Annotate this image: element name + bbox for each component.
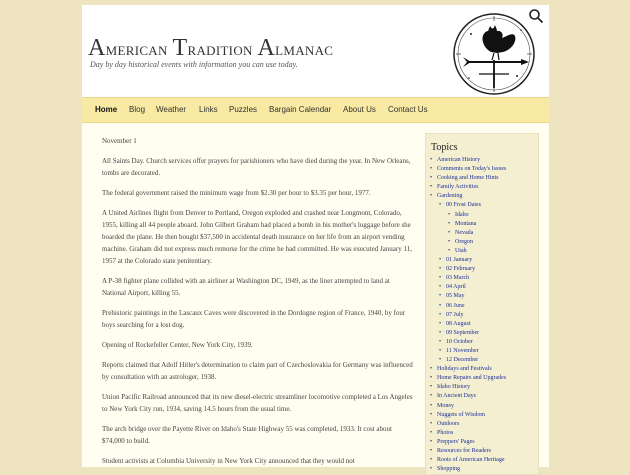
topic-link[interactable]: 04 April xyxy=(446,284,466,291)
article-paragraph: Prehistoric paintings in the Lascaux Caves were discovered in the Dordogne region of France, 1940, by four boys searching for a lost dog. xyxy=(102,309,406,329)
topic-item xyxy=(446,201,506,256)
topic-link[interactable]: Roots of American Heritage xyxy=(437,457,505,464)
topic-item xyxy=(437,465,506,474)
article-paragraph: Opening of Rockefeller Center, New York City, 1939. xyxy=(102,341,253,349)
nav-links[interactable]: Links xyxy=(199,105,218,114)
article-date: November 1 xyxy=(102,137,137,145)
topic-link[interactable]: In Ancient Days xyxy=(437,393,476,400)
topic-item xyxy=(455,211,506,220)
frost-states-sublist xyxy=(446,211,506,256)
topic-item xyxy=(446,283,506,292)
topic-link[interactable]: Cooking and Home Hints xyxy=(437,175,499,182)
nav-blog[interactable]: Blog xyxy=(129,105,146,114)
topic-link[interactable]: 00 Frost Dates xyxy=(446,202,481,209)
weathervane-rooster-logo xyxy=(449,12,539,95)
topic-item xyxy=(446,356,506,365)
article-paragraph: Student activists at Columbia University in New York City announced that they would not xyxy=(102,457,355,465)
topic-item xyxy=(446,274,506,283)
article-paragraph: Reports claimed that Adolf Hitler's determination to claim part of Czechoslovakia for Germany was influenced by consultation with an astrologer, 1938. xyxy=(102,361,413,381)
topic-link[interactable]: 07 July xyxy=(446,311,464,318)
nav-about-us[interactable]: About Us xyxy=(343,105,376,114)
topic-link[interactable]: Gardening xyxy=(437,193,463,200)
site-description: Day by day historical events with information you can use today. xyxy=(90,60,298,69)
topic-link[interactable]: Nuggets of Wisdom xyxy=(437,411,485,418)
site-title[interactable]: American Tradition Almanac xyxy=(88,35,334,61)
topic-item xyxy=(455,229,506,238)
topic-link[interactable]: Nevada xyxy=(455,229,474,236)
topic-link[interactable]: 05 May xyxy=(446,293,465,300)
topic-link[interactable]: Shopping xyxy=(437,466,461,473)
topic-link[interactable]: 12 December xyxy=(446,357,479,364)
topic-item xyxy=(437,392,506,401)
article-paragraph: A P-38 fighter plane collided with an airliner at Washington DC, 1949, as the liner attempted to land at National Airport, killing 55. xyxy=(102,277,390,297)
topic-item xyxy=(437,165,506,174)
nav-weather[interactable]: Weather xyxy=(156,105,187,114)
topic-link[interactable]: 11 November xyxy=(446,347,479,354)
topic-item xyxy=(446,265,506,274)
topic-item xyxy=(455,247,506,256)
topic-item xyxy=(437,438,506,447)
topic-link[interactable]: Oregon xyxy=(455,238,473,245)
topic-link[interactable]: 03 March xyxy=(446,275,470,282)
topic-item xyxy=(437,383,506,392)
topic-link[interactable]: 02 February xyxy=(446,266,476,273)
topic-item xyxy=(446,302,506,311)
article-paragraph: The federal government raised the minimum wage from $2.30 per hour to $3.35 per hour, 1977. xyxy=(102,189,371,197)
topic-link[interactable]: 10 October xyxy=(446,338,473,345)
topic-item xyxy=(437,447,506,456)
topic-item xyxy=(437,374,506,383)
topic-item xyxy=(446,311,506,320)
topic-link[interactable]: Holidays and Festivals xyxy=(437,366,492,373)
site-header xyxy=(82,5,549,97)
topic-item xyxy=(446,329,506,338)
topic-link[interactable]: 01 January xyxy=(446,257,473,264)
topic-link[interactable]: Resources for Readers xyxy=(437,448,491,454)
topic-item xyxy=(446,292,506,301)
topic-item xyxy=(446,347,506,356)
nav-home[interactable]: Home xyxy=(95,105,118,114)
topic-item xyxy=(437,429,506,438)
topic-link[interactable]: Photos xyxy=(437,429,454,436)
topic-link[interactable]: Idaho xyxy=(455,211,469,218)
page xyxy=(82,5,549,473)
topics-heading: Topics xyxy=(431,142,458,153)
topic-link[interactable]: Idaho History xyxy=(437,384,471,391)
topic-item xyxy=(455,220,506,229)
topic-link[interactable]: Comments on Today's Issues xyxy=(437,166,507,173)
topic-item xyxy=(437,420,506,429)
nav-puzzles[interactable]: Puzzles xyxy=(229,105,258,114)
topics-list xyxy=(428,156,506,474)
article-paragraph: Union Pacific Railroad announced that its new diesel-electric streamliner locomotive completed a Los Angeles to New York City run, 1934, saving 14.5 hours from the usual time. xyxy=(102,393,413,413)
topic-item xyxy=(437,411,506,420)
gardening-sublist xyxy=(437,201,506,365)
main-navigation xyxy=(82,97,549,123)
topic-item xyxy=(437,183,506,192)
topic-item xyxy=(437,174,506,183)
article-paragraph: The arch bridge over the Payette River on Idaho's State Highway 55 was completed, 1933. It cost about $74,000 to build. xyxy=(102,425,392,445)
topic-link[interactable]: Outdoors xyxy=(437,420,460,427)
article-paragraph: All Saints Day. Church services offer prayers for parishioners who have died during the year. In New Orleans, tombs are decorated. xyxy=(102,157,411,177)
topic-link[interactable]: Utah xyxy=(455,247,467,254)
topic-item xyxy=(446,338,506,347)
topic-item xyxy=(446,256,506,265)
article-paragraph: A United Airlines flight from Denver to Portland, Oregon exploded and crashed near Longmont, Colorado, 1955, killing all 44 people aboard. John Gilbert Graham had placed a bomb in his mother's luggage before she boarded the plane. He then bought $37,500 in accidental death insurance on her life from an airport vending machine. Graham did not express much remorse for the crime he had committed. He was executed January 11, 1957 at the Colorado state penitentiary. xyxy=(102,209,412,265)
topic-link[interactable]: Montana xyxy=(455,220,477,227)
topic-item xyxy=(446,320,506,329)
nav-bargain-calendar[interactable]: Bargain Calendar xyxy=(269,105,332,114)
topic-link[interactable]: 06 June xyxy=(446,302,465,309)
topic-item xyxy=(437,365,506,374)
topic-link[interactable]: 08 August xyxy=(446,320,471,327)
topic-link[interactable]: Family Activities xyxy=(437,184,479,191)
topic-item xyxy=(437,192,506,365)
topic-link[interactable]: Preppers' Pages xyxy=(437,438,475,445)
topic-item xyxy=(437,456,506,465)
topic-item xyxy=(437,156,506,165)
topic-item xyxy=(437,402,506,411)
topic-link[interactable]: 09 September xyxy=(446,329,480,336)
topic-link[interactable]: American History xyxy=(437,157,481,163)
article-content xyxy=(102,135,415,475)
topic-item xyxy=(455,238,506,247)
topic-link[interactable]: Home Repairs and Upgrades xyxy=(437,375,507,382)
topic-link[interactable]: Money xyxy=(437,402,454,409)
topics-sidebar xyxy=(425,133,539,475)
nav-contact-us[interactable]: Contact Us xyxy=(388,105,428,114)
